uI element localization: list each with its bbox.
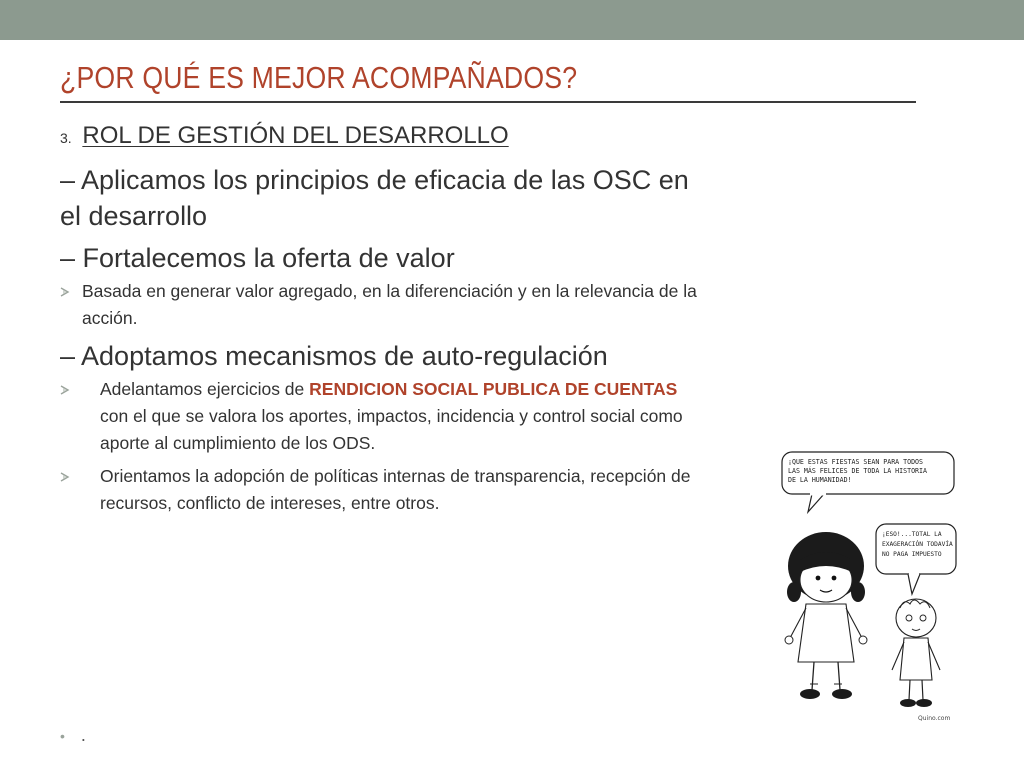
felipe-figure [892, 599, 940, 707]
point-value-offer: – Fortalecemos la oferta de valor [60, 243, 455, 273]
subpoint-value-offer-text: Basada en generar valor agregado, en la diferenciación y en la relevancia de la acción. [82, 281, 697, 328]
arrow-bullet-icon [60, 385, 70, 395]
accountability-text-start: Adelantamos ejercicios de [100, 379, 310, 399]
trailing-bullet [60, 725, 86, 746]
svg-text:¡QUE ESTAS FIESTAS SEAN PARA T: ¡QUE ESTAS FIESTAS SEAN PARA TODOS LAS MÁS FELICES DE TODA LA HISTORIA DE LA HUMANIDAD! [788, 458, 927, 484]
mafalda-cartoon-image [768, 448, 958, 726]
speech-bubble-1 [782, 452, 954, 512]
svg-text:¡ESO!...TOTAL LA EXAGERA: ¡ESO!...TOTAL LA EXAGERACIÓN TODAVÍA NO PAGA IMPUESTO [882, 531, 953, 558]
slide-body [60, 118, 710, 517]
arrow-bullet-icon [60, 287, 70, 297]
section-number: 3. [60, 130, 72, 146]
accountability-highlight: RENDICION SOCIAL PUBLICA DE CUENTAS [309, 379, 678, 399]
arrow-bullet-icon [60, 472, 70, 482]
top-bar [0, 0, 1024, 40]
slide-title: ¿POR QUÉ ES MEJOR ACOMPAÑADOS? [60, 60, 578, 95]
point-self-regulation: – Adoptamos mecanismos de auto-regulación [60, 341, 608, 371]
subpoint-policies-text: Orientamos la adopción de políticas internas de transparencia, recepción de recursos, conflicto de intereses, entre otros. [100, 466, 691, 513]
subpoint-value-offer [60, 278, 710, 332]
subpoint-accountability [60, 376, 710, 457]
mafalda-figure [785, 532, 867, 699]
subpoint-policies [60, 463, 710, 517]
point-principles: – Aplicamos los principios de eficacia de las OSC en el desarrollo [60, 165, 689, 231]
trailing-text: . [80, 725, 86, 745]
cartoon-credit: Quino.com [918, 715, 951, 722]
title-divider [60, 101, 916, 103]
speech-bubble-2 [876, 524, 957, 594]
section-heading [60, 118, 710, 156]
section-title: ROL DE GESTIÓN DEL DESARROLLO [82, 122, 509, 149]
bullet-dot: • [60, 728, 65, 744]
accountability-text-end: con el que se valora los aportes, impactos, incidencia y control social como aporte al cumplimiento de los ODS. [100, 406, 683, 453]
